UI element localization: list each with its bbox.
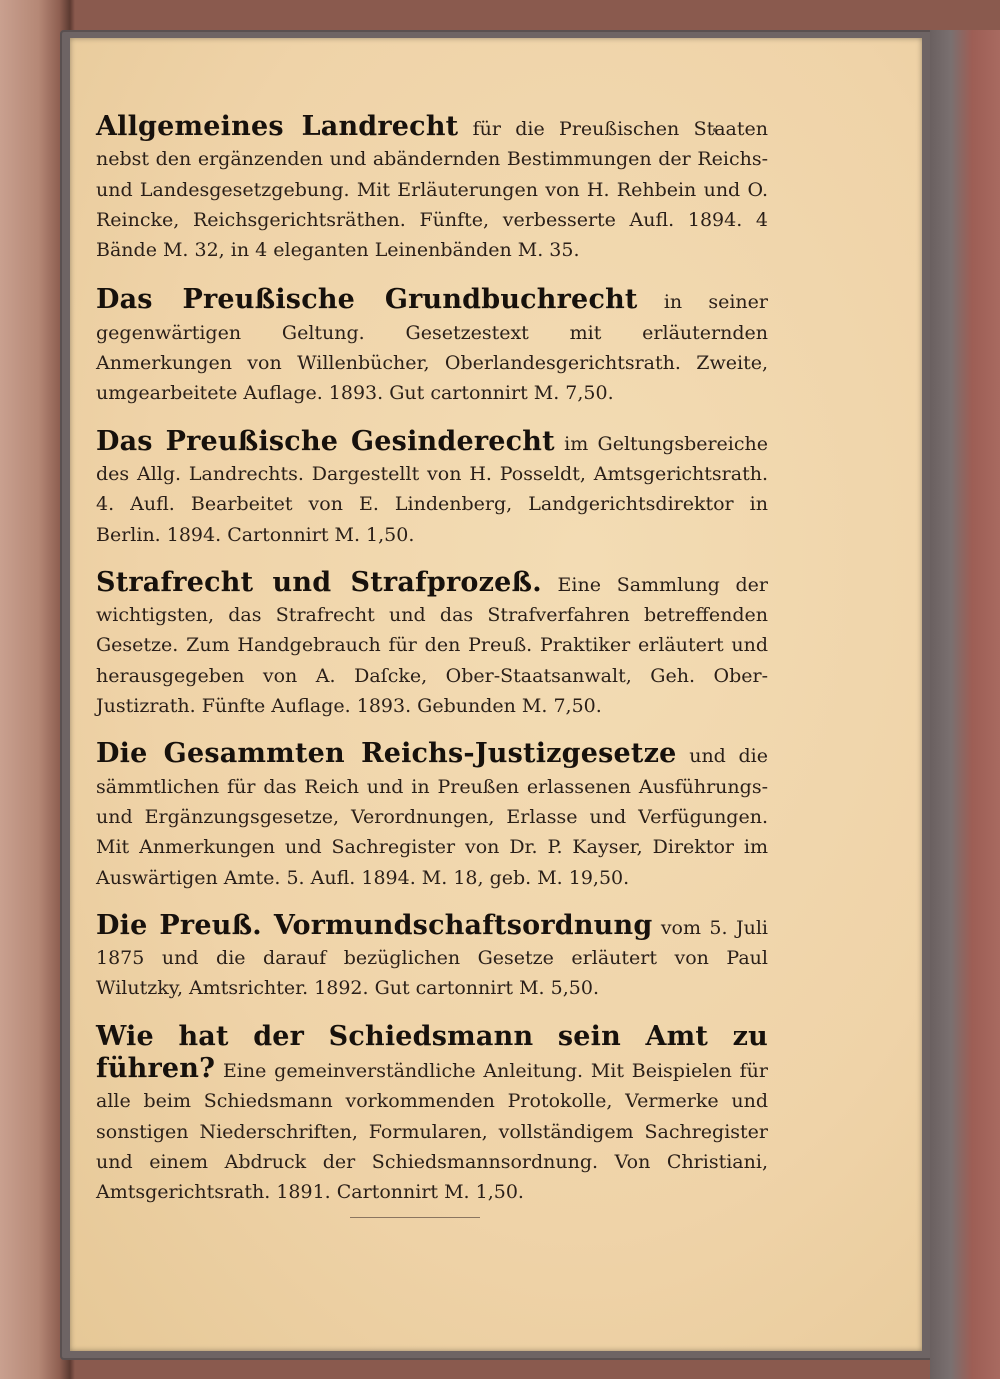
entry-heading: Die Preuß. Vormundschaftsordnung <box>96 909 653 941</box>
advertisement-list <box>96 112 768 1226</box>
entry-text: und die sämmtlichen für das Reich und in Preußen erlassenen Ausführungs- und Ergänzungsgesetze, Verordnungen, Erlasse und Verfügungen. Mit Anmerkungen und Sachregister von Dr. P. Kayser, Direktor im Auswärtigen Amte. 5. Aufl. 1894. M. 18, geb. M. 19,50. <box>96 745 768 889</box>
entry-heading: Die Gesammten Reichs-Justizgesetze <box>96 738 677 770</box>
entry-text: Eine Sammlung der wichtigsten, das Strafrecht und das Strafverfahren betreffenden Gesetze. Zum Handgebrauch für den Preuß. Praktiker erläutert und herausgegeben von A. Daſcke, Ober-Staatsanwalt, Geh. Ober-Justizrath. Fünfte Auflage. 1893. Gebunden M. 7,50. <box>96 573 769 718</box>
entry-text: vom 5. Juli 1875 und die darauf bezüglichen Gesetze erläutert von Paul Wilutzky, Amtsrichter. 1892. Gut cartonnirt M. 5,50. <box>96 916 768 1000</box>
entry-gesinderecht <box>96 427 768 550</box>
entry-heading: Das Preußische Grundbuchrecht <box>96 284 638 316</box>
entry-vormundschaftsordnung <box>96 911 768 1004</box>
entry-grundbuchrecht <box>96 285 768 408</box>
entry-justizgesetze <box>96 739 768 892</box>
entry-text: im Geltungsbereiche des Allg. Landrechts. Dargestellt von H. Posseldt, Amtsgerichtsrath. 4. Aufl. Bearbeitet von E. Lindenberg, Landgerichtsdirektor in Berlin. 1894. Cartonnirt M. 1,50. <box>96 432 768 546</box>
entry-schiedsmann <box>96 1022 768 1208</box>
entry-heading: Das Preußische Gesinderecht <box>96 425 555 457</box>
entry-strafrecht <box>96 568 768 721</box>
closing-rule <box>350 1217 480 1218</box>
entry-heading: Wie hat der Schiedsmann sein Amt zu führen? <box>96 1020 768 1085</box>
entry-text: in seiner gegenwärtigen Geltung. Gesetzestext mit erläuternden Anmerkungen von Willenbücher, Oberlandesgerichtsrath. Zweite, umgearbeitete Auflage. 1893. Gut cartonnirt M. 7,50. <box>96 291 768 405</box>
entry-heading: Allgemeines Landrecht <box>96 111 459 142</box>
entry-text: für die Preußischen Staaten nebst den ergänzenden und abändernden Bestimmungen der Reichs- und Landesgesetzgebung. Mit Erläuterungen von H. Rehbein und O. Reincke, Reichsgerichtsräthen. Fünfte, verbesserte Aufl. 1894. 4 Bände M. 32, in 4 eleganten Leinenbänden M. 35. <box>96 118 768 262</box>
entry-text: Eine gemeinverständliche Anleitung. Mit Beispielen für alle beim Schiedsmann vorkommenden Protokolle, Vermerke und sonstigen Niederschriften, Formularen, vollständigem Sachregister und einem Abdruck der Schiedsmannsordnung. Von Christiani, Amtsgerichtsrath. 1891. Cartonnirt M. 1,50. <box>96 1060 768 1204</box>
book-spine-edge <box>930 30 1000 1379</box>
entry-landrecht <box>96 112 768 265</box>
entry-heading: Strafrecht und Strafprozeß. <box>96 566 542 598</box>
